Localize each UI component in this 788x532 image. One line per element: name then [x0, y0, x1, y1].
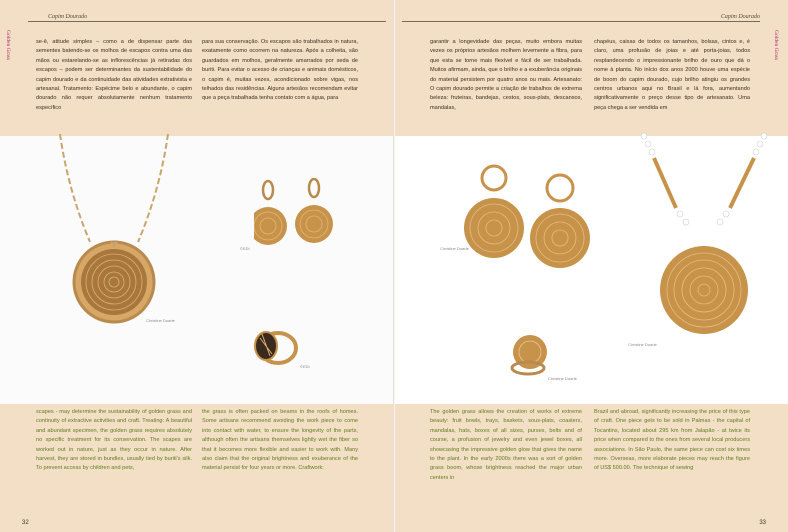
earrings-image — [254, 178, 338, 258]
page-number: 33 — [759, 520, 766, 526]
top-column-1: garantir a longevidade das peças, muito embora muitas vezes os próprios artesãos molhem levemente a fibra, para que esta se torne mais flexível e fácil de ser trabalhada. Muitos afirmam, ainda, que o brilho e a exuberância originais do material persistem por quatro anos ou mais. Artesanato: O capim dourado permite a criação de trabalhos de extrema beleza: fruteiras, bandejas, cestos, sous-plats, descansos, mandalas, — [430, 39, 582, 111]
photo-credit: Christine Duarte — [628, 342, 657, 347]
photo-credit: Christine Duarte — [440, 246, 469, 251]
bottom-column-2: Brazil and abroad, significantly increasing the price of this type of craft. One piece gets to be sold in Palmas - the capital of Tocantins, located about 295 km from Jalapão - at twice its price when compared to the ones from several local producers associations. In São Paulo, the same piece can cost six times more. Overseas, more elaborate pieces may reach the figure of US$ 500.00. The technique of sewing — [594, 409, 750, 472]
side-tab: Golden Grass — [773, 30, 779, 61]
top-column-2: para sua conservação. Os escapos são trabalhados in natura, exatamente como ocorrem na natureza. Após a colheita, são guardados em molhos, geralmente amarrados por seda de buriti. Para evitar o acesso de crianças e animais domésticos, o capim é, muitas vezes, acondicionado sobre vigas, nos telhados das residências. Alguns artesãos recomendam evitar que a peça trabalhada tenha contato com a água, para — [202, 39, 358, 102]
top-column-2: chapéus, caixas de todos os tamanhos, bolsas, cintos e, é claro, uma profusão de joias e até porta-joias, todos resplandecendo o impressionante brilho de ouro que dá o nome à planta. No início dos anos 2000 houve uma espécie de boom do capim dourado, cujo brilho atingiu os grandes centros urbanos aqui no Brasil e lá fora, aumentando significativamente o preço desse tipo de artesanato. Uma peça chega a ser vendida em — [594, 39, 750, 111]
bottom-column-1: scapes - may determine the sustainability of golden grass and continuity of extractive activities and craft. Treating: A beautiful and abundant specimen, the golden grass requires absolutely no specific treatment for its conservation. The scapes are worked out in nature, just as they occur in nature. After harvest, they are stored in bundles, usually tied by buriti's silk. To prevent access by children and pets, — [36, 409, 192, 472]
ring-image — [250, 326, 300, 368]
pendant-necklace-image — [50, 130, 180, 330]
header-rule — [402, 21, 760, 22]
photo-credit: Christine Duarte — [548, 376, 577, 381]
running-head: Capim Dourado — [48, 14, 88, 20]
bottom-column-1: The golden grass allows the creation of works of extreme beauty: fruit bowls, trays, baskets, sous-plats, coasters, mandalas, hats, boxes of all sizes, purses, belts and of course, a profusion of jewelry and even jewel boxes, all showcasing the impressive golden glow that gives the name to the plant. In the early 2000s there was a sort of golden grass boom, whose brightness reached the major urban centers in — [430, 409, 582, 481]
photo-credit: ©EDI — [300, 364, 310, 369]
grass-ring-image — [504, 330, 554, 378]
bottom-column-2: the grass is often packed on beams in the roofs of homes. Some artisans recommend avoiding the work piece to come into contact with water, to ensure the longevity of the parts, although often the artisans themselves lightly wet the fiber so that it becomes more flexible and easier to work with. Many also claim that the original brightness and exuberance of the material persist for four years or more. Craftwork: — [202, 409, 358, 472]
book-spine — [393, 0, 395, 532]
hoop-earrings-image — [458, 158, 608, 278]
photo-credit: ©EDI — [240, 246, 250, 251]
running-head: Capim Dourado — [720, 14, 760, 20]
page-number: 32 — [22, 520, 29, 526]
beaded-necklace-image — [634, 130, 774, 350]
photo-credit: Christine Duarte — [146, 318, 175, 323]
side-tab: Golden Grass — [5, 30, 11, 61]
header-rule — [28, 21, 386, 22]
top-column-1: se-ê, atitude simples – como a de dispensar parte das sementes batendo-se os molhos de escapos contra uma das mãos ou estarelando-se as inflorescências já retiradas dos escapos – podem ser determinantes da sustentabilidade do capim dourado e da continuidade das atividades extrativista e artesanal. Tratamento: Espécime belo e abundante, o capim dourado não requer absolutamente nenhum tratamento específico — [36, 39, 192, 111]
right-page — [394, 0, 788, 532]
